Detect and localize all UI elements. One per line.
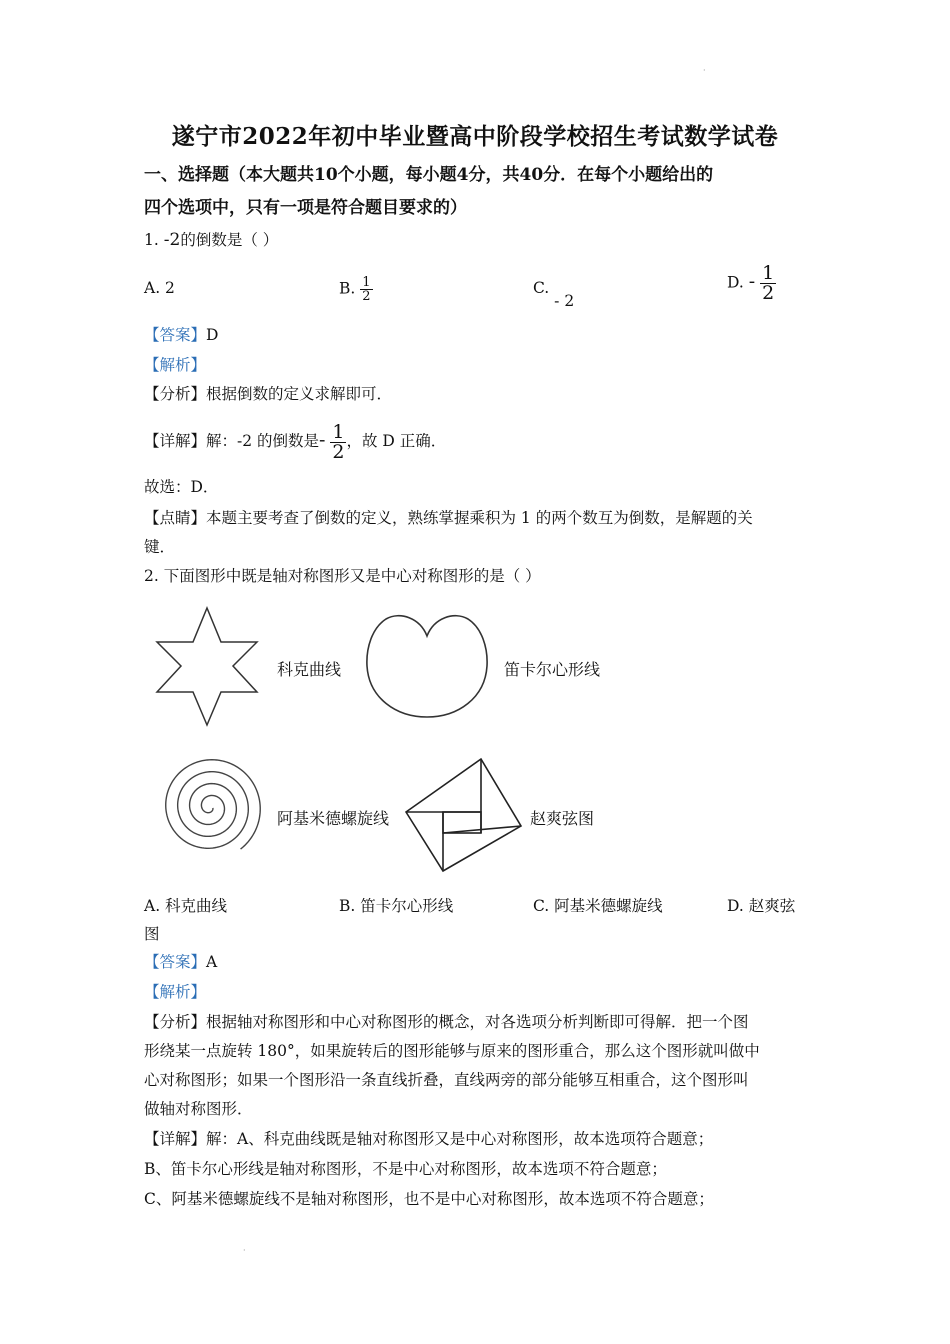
speck-mark: ·	[703, 66, 706, 75]
koch-label: 科克曲线	[277, 660, 342, 679]
q2-xiangjie-line2: B、笛卡尔心形线是轴对称图形，不是中心对称图形，故本选项不符合题意；	[144, 1160, 667, 1178]
cardioid-figure	[362, 608, 492, 722]
q1-option-a: A. 2	[144, 279, 175, 297]
q1-xiangjie: 【详解】解：-2 的倒数是- $\frac{1}{2}$ ，故 D 正确．	[144, 420, 447, 463]
q2-option-c: C. 阿基米德螺旋线	[533, 897, 663, 915]
q2-option-b: B. 笛卡尔心形线	[339, 897, 454, 915]
q2-fenxi-line2: 形绕某一点旋转 180°，如果旋转后的图形能够与原来的图形重合，那么这个图形就叫做中	[144, 1042, 760, 1060]
q1-answer: 【答案】D	[144, 326, 219, 344]
speck-mark: ·	[243, 1246, 246, 1255]
page-title: 遂宁市2022年初中毕业暨高中阶段学校招生考试数学试卷	[171, 123, 779, 150]
q1-stem: 1. -2的倒数是（ ）	[144, 230, 279, 250]
q2-answer: 【答案】A	[144, 953, 218, 971]
q2-option-d-wrap: 图	[144, 925, 160, 943]
section-heading-line2: 四个选项中，只有一项是符合题目要求的）	[144, 198, 467, 218]
q2-stem: 2. 下面图形中既是轴对称图形又是中心对称图形的是（ ）	[144, 567, 541, 585]
archimedean-spiral-figure	[152, 755, 264, 865]
koch-curve-figure	[150, 605, 265, 727]
q1-choice: 故选：D．	[144, 478, 219, 496]
q2-option-a: A. 科克曲线	[144, 897, 228, 915]
q2-xiangjie-line1: 【详解】解：A、科克曲线既是轴对称图形又是中心对称图形，故本选项符合题意；	[144, 1130, 714, 1148]
q1-option-d: D. - $\frac{1}{2}$	[727, 262, 775, 304]
q2-fenxi-line4: 做轴对称图形．	[144, 1100, 253, 1118]
fraction: $\frac{1}{2}$	[332, 420, 345, 463]
section-heading-line1: 一、选择题（本大题共10个小题，每小题4分，共40分．在每个小题给出的	[144, 165, 714, 185]
q1-option-c: C. - 2	[533, 279, 575, 310]
cardioid-label: 笛卡尔心形线	[504, 660, 601, 679]
q1-dianjing-line1: 【点睛】本题主要考查了倒数的定义，熟练掌握乘积为 1 的两个数互为倒数，是解题的关	[144, 509, 753, 527]
q2-xiangjie-line3: C、阿基米德螺旋线不是轴对称图形，也不是中心对称图形，故本选项不符合题意；	[144, 1190, 714, 1208]
fraction: $\frac{1}{2}$	[362, 275, 371, 304]
q1-option-b: B. $\frac{1}{2}$	[339, 275, 371, 304]
zhaoshuang-label: 赵爽弦图	[530, 809, 595, 828]
q1-fenxi: 【分析】根据倒数的定义求解即可．	[144, 385, 393, 403]
q2-fenxi-line3: 心对称图形；如果一个图形沿一条直线折叠，直线两旁的部分能够互相重合，这个图形叫	[144, 1071, 749, 1089]
q2-analysis-tag: 【解析】	[144, 983, 207, 1001]
q1-dianjing-line2: 键．	[144, 538, 176, 556]
zhaoshuang-figure	[403, 756, 525, 874]
q2-option-d: D. 赵爽弦	[727, 897, 796, 915]
q2-fenxi-line1: 【分析】根据轴对称图形和中心对称图形的概念，对各选项分析判断即可得解．把一个图	[144, 1013, 749, 1031]
fraction: $\frac{1}{2}$	[762, 262, 775, 304]
spiral-label: 阿基米德螺旋线	[277, 809, 390, 828]
q1-analysis-tag: 【解析】	[144, 356, 207, 374]
